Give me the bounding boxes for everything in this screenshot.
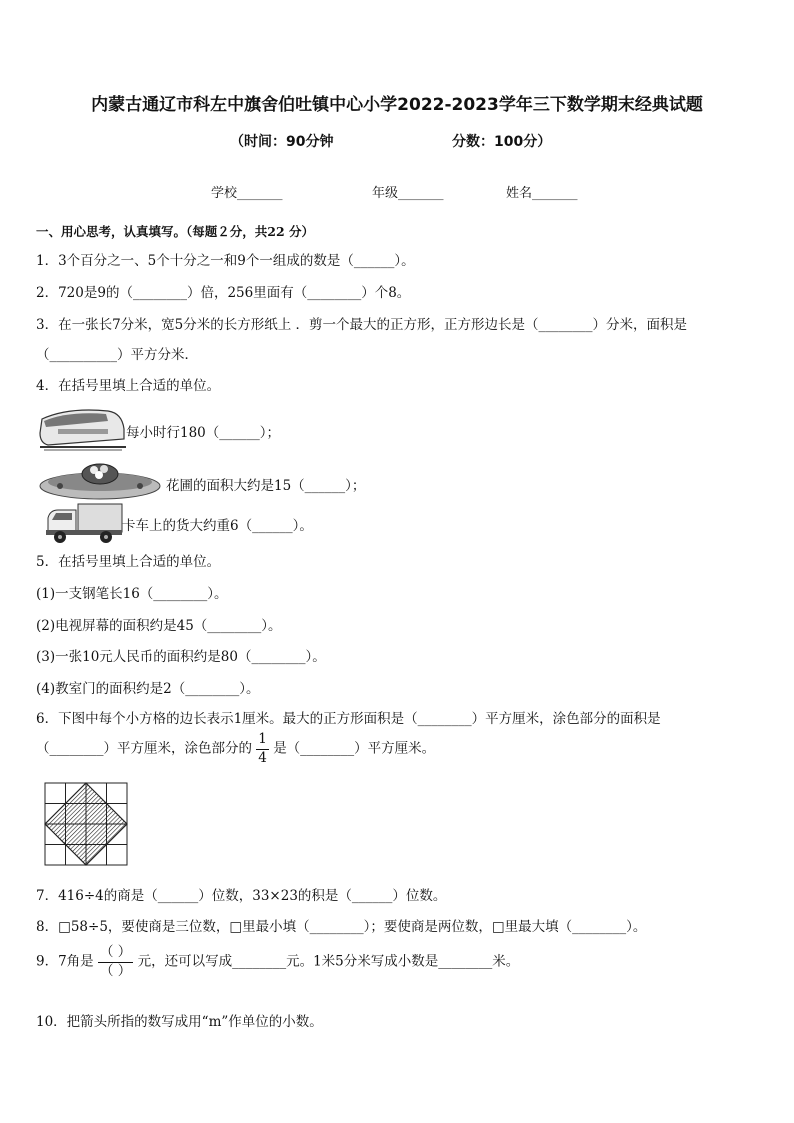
question-4a: 每小时行180（______）； xyxy=(126,425,281,441)
exam-time: （时间：90分钟 xyxy=(230,134,334,150)
question-6-line2 xyxy=(36,733,435,765)
question-1: 1．3个百分之一、5个十分之一和9个一组成的数是（______）。 xyxy=(36,253,415,269)
question-3-line2: （__________）平方分米． xyxy=(36,347,198,363)
question-6-text-a: （________）平方厘米，涂色部分的 xyxy=(36,740,252,757)
fraction-blank-numerator: （ ） xyxy=(98,946,133,963)
fraction-blank xyxy=(98,946,133,978)
grid-figure xyxy=(44,782,128,866)
question-9-text-a: 9．7角是 xyxy=(36,953,94,970)
fraction-denominator: 4 xyxy=(258,749,267,766)
name-field: 姓名_______ xyxy=(506,186,578,201)
question-4b: 花圃的面积大约是15（______）； xyxy=(166,478,366,494)
school-field: 学校_______ xyxy=(211,186,283,201)
fraction-one-quarter xyxy=(256,733,269,765)
question-4c: 卡车上的货大约重6（______）。 xyxy=(122,518,313,534)
question-5-3: (3)一张10元人民币的面积约是80（________）。 xyxy=(36,649,326,665)
question-7: 7．416÷4的商是（______）位数，33×23的积是（______）位数。 xyxy=(36,888,447,904)
flowerbed-image xyxy=(38,460,162,502)
grade-field: 年级_______ xyxy=(372,186,444,201)
question-8: 8．□58÷5，要使商是三位数，□里最小填（________）；要使商是两位数，□里最大填（________）。 xyxy=(36,919,647,935)
question-5-intro: 5．在括号里填上合适的单位。 xyxy=(36,554,221,570)
question-3-line1: 3．在一张长7分米，宽5分米的长方形纸上 ．剪一个最大的正方形，正方形边长是（________）分米，面积是 xyxy=(36,317,688,333)
question-2: 2．720是9的（________）倍，256里面有（________）个8。 xyxy=(36,285,411,301)
train-image xyxy=(38,405,126,451)
page-title: 内蒙古通辽市科左中旗舍伯吐镇中心小学2022-2023学年三下数学期末经典试题 xyxy=(91,95,703,115)
truck-image xyxy=(44,500,124,544)
question-4-intro: 4．在括号里填上合适的单位。 xyxy=(36,378,221,394)
question-5-4: (4)教室门的面积约是2（________）。 xyxy=(36,681,260,697)
exam-score: 分数：100分） xyxy=(452,134,552,150)
question-9 xyxy=(36,946,519,978)
question-6-text-b: 是（________）平方厘米。 xyxy=(273,740,436,757)
question-5-1: (1)一支钢笔长16（________）。 xyxy=(36,586,228,602)
question-10: 10．把箭头所指的数写成用“m”作单位的小数。 xyxy=(36,1014,323,1030)
question-5-2: (2)电视屏幕的面积约是45（________）。 xyxy=(36,618,282,634)
question-6-line1: 6．下图中每个小方格的边长表示1厘米。最大的正方形面积是（________）平方厘米，涂色部分的面积是 xyxy=(36,711,661,727)
fraction-blank-denominator: （ ） xyxy=(99,962,132,979)
question-9-text-b: 元，还可以写成________元。1米5分米写成小数是________米。 xyxy=(137,953,520,970)
section-heading: 一、用心思考，认真填写。（每题２分，共22 分） xyxy=(36,224,314,239)
fraction-numerator: 1 xyxy=(256,733,269,750)
